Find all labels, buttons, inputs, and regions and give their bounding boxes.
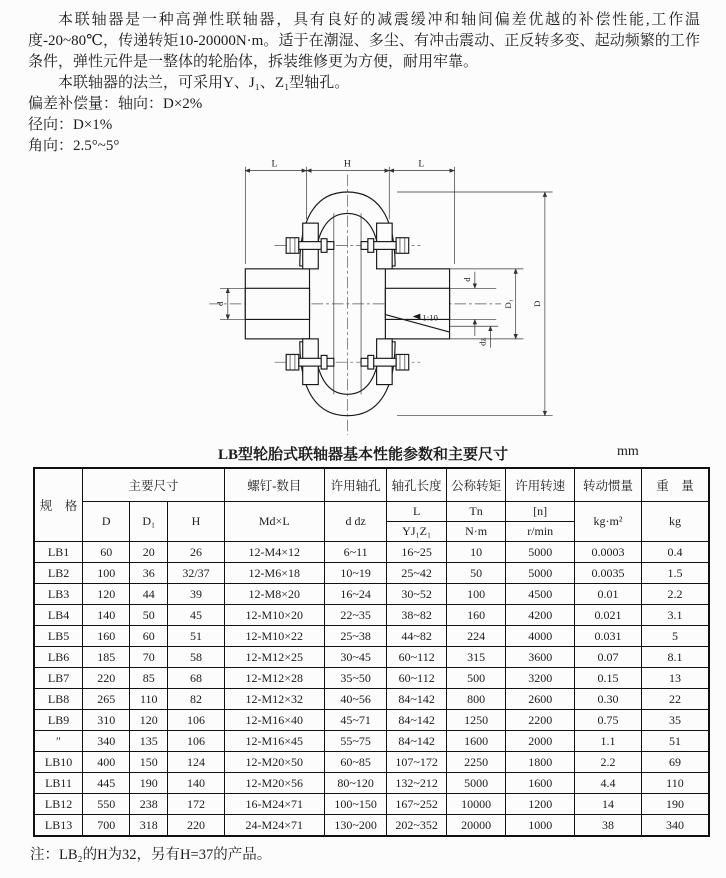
table-cell: 5000 (506, 563, 575, 584)
table-cell: 20 (130, 542, 168, 563)
table-cell: 51 (641, 731, 709, 752)
table-cell: 3600 (506, 647, 575, 668)
header-torque: 公称转矩 (446, 468, 505, 502)
table-cell: ″ (34, 731, 83, 752)
table-cell: LB7 (34, 668, 83, 689)
table-row (34, 710, 709, 731)
table-cell: LB11 (34, 773, 83, 794)
table-cell: 82 (168, 689, 225, 710)
table-cell: 124 (168, 752, 225, 773)
table-row (34, 542, 709, 563)
table-cell: 340 (83, 731, 130, 752)
header-H: H (168, 502, 225, 542)
header-torque-unit: N·m (446, 522, 505, 542)
table-cell: 130~200 (324, 815, 387, 837)
table-cell: 26 (168, 542, 225, 563)
header-speed-unit: r/min (506, 522, 575, 542)
table-cell: 10~19 (324, 563, 387, 584)
header-torque-symbol: Tn (446, 502, 505, 522)
table-cell: 238 (130, 794, 168, 815)
table-cell: 220 (83, 668, 130, 689)
header-D: D (83, 502, 130, 542)
table-cell: 69 (641, 752, 709, 773)
table-cell: 265 (83, 689, 130, 710)
spec-table-body (34, 542, 709, 837)
table-cell: LB9 (34, 710, 83, 731)
table-row (34, 752, 709, 773)
table-cell: 1.5 (641, 563, 709, 584)
table-cell: 140 (168, 773, 225, 794)
table-title-row (0, 443, 726, 463)
table-cell: 35 (641, 710, 709, 731)
table-cell: 0.15 (575, 668, 642, 689)
table-cell: 110 (641, 773, 709, 794)
table-row (34, 794, 709, 815)
table-cell: 12-M16×45 (224, 731, 324, 752)
compensation-radial: 径向：D×1% (28, 117, 113, 133)
table-cell: 318 (130, 815, 168, 837)
table-cell: LB12 (34, 794, 83, 815)
spec-table (33, 467, 710, 837)
table-cell: 190 (641, 794, 709, 815)
table-cell: 80~120 (324, 773, 387, 794)
table-cell: 12-M6×18 (224, 563, 324, 584)
table-cell: 85 (130, 668, 168, 689)
table-cell: 2250 (446, 752, 505, 773)
table-cell: 32/37 (168, 563, 225, 584)
table-cell: 224 (446, 626, 505, 647)
table-cell: 150 (130, 752, 168, 773)
table-cell: 4.4 (575, 773, 642, 794)
dim-label-dz: dz (477, 337, 488, 346)
table-row (34, 815, 709, 837)
header-inertia-unit: kg·m² (575, 502, 642, 542)
table-cell: 16~24 (324, 584, 387, 605)
table-cell: 160 (83, 626, 130, 647)
compensation-angular: 角向：2.5°~5° (28, 138, 120, 154)
compensation-axial: 轴向：D×2% (118, 96, 203, 112)
table-cell: 135 (130, 731, 168, 752)
table-cell: 5000 (446, 773, 505, 794)
table-cell: 84~142 (387, 731, 446, 752)
intro-paragraph-1: 本联轴器是一种高弹性联轴器，具有良好的减震缓冲和轴间偏差优越的补偿性能,工作温度-20~80℃，传递转矩10-20000N·m。适于在潮湿、多尘、有冲击震动、正反转多变、起动频繁的工作条件，弹性元件是一整体的轮胎体，拆装维修更为方便，耐用牢靠。 (28, 12, 700, 70)
table-cell: 12-M4×12 (224, 542, 324, 563)
table-cell: 12-M12×28 (224, 668, 324, 689)
table-cell: 1600 (446, 731, 505, 752)
table-cell: 16~25 (387, 542, 446, 563)
table-cell: 12-M20×50 (224, 752, 324, 773)
table-cell: 2000 (506, 731, 575, 752)
header-main-dims: 主要尺寸 (83, 468, 225, 502)
table-row (34, 668, 709, 689)
header-weight: 重 量 (641, 468, 709, 502)
dim-label-d-left: d (214, 301, 225, 307)
intro-text-block (28, 10, 700, 157)
table-cell: 12-M10×20 (224, 605, 324, 626)
right-hub (385, 269, 449, 339)
table-cell: 700 (83, 815, 130, 837)
table-cell: 132~212 (387, 773, 446, 794)
table-cell: 30~45 (324, 647, 387, 668)
table-cell: 100 (83, 563, 130, 584)
table-cell: 185 (83, 647, 130, 668)
table-cell: 38~82 (387, 605, 446, 626)
table-cell: 84~142 (387, 689, 446, 710)
table-title: LB型轮胎式联轴器基本性能参数和主要尺寸 (217, 447, 508, 463)
header-inertia: 转动惯量 (575, 468, 642, 502)
header-bore-spec: d dz (324, 502, 387, 542)
dim-label-D: D (532, 300, 543, 308)
table-cell: 25~42 (387, 563, 446, 584)
table-cell: 0.0003 (575, 542, 642, 563)
table-cell: 445 (83, 773, 130, 794)
table-cell: 400 (83, 752, 130, 773)
table-row (34, 773, 709, 794)
table-cell: 0.30 (575, 689, 642, 710)
left-hub (245, 269, 309, 339)
table-cell: 51 (168, 626, 225, 647)
table-row (34, 563, 709, 584)
header-bore: 许用轴孔 (324, 468, 387, 502)
table-cell: 1200 (506, 794, 575, 815)
table-cell: 120 (83, 584, 130, 605)
table-cell: 20000 (446, 815, 505, 837)
table-cell: 16-M24×71 (224, 794, 324, 815)
table-cell: 2600 (506, 689, 575, 710)
table-cell: 106 (168, 731, 225, 752)
table-cell: 6~11 (324, 542, 387, 563)
table-cell: 167~252 (387, 794, 446, 815)
table-cell: 45~71 (324, 710, 387, 731)
table-cell: 8.1 (641, 647, 709, 668)
table-cell: 50 (446, 563, 505, 584)
table-cell: LB5 (34, 626, 83, 647)
table-cell: 22~35 (324, 605, 387, 626)
table-cell: LB1 (34, 542, 83, 563)
table-cell: 4200 (506, 605, 575, 626)
dim-label-L-left: L (271, 158, 278, 170)
table-cell: 12-M8×20 (224, 584, 324, 605)
intro-paragraph-2: 本联轴器的法兰，可采用Y、J₁、Z₁型轴孔。 (58, 75, 350, 91)
table-cell: 0.031 (575, 626, 642, 647)
table-cell: 24-M24×71 (224, 815, 324, 837)
table-cell: 70 (130, 647, 168, 668)
table-cell: LB13 (34, 815, 83, 837)
table-cell: 2.2 (575, 752, 642, 773)
table-cell: 25~38 (324, 626, 387, 647)
table-cell: 4500 (506, 584, 575, 605)
table-cell: 1600 (506, 773, 575, 794)
taper-label: 1:10 (422, 312, 438, 323)
table-cell: LB10 (34, 752, 83, 773)
header-screws: 螺钉-数目 (224, 468, 324, 502)
table-cell: 45 (168, 605, 225, 626)
compensation-label: 偏差补偿量： (28, 96, 119, 112)
table-cell: 550 (83, 794, 130, 815)
table-cell: 40~56 (324, 689, 387, 710)
coupling-cross-section-drawing (0, 157, 726, 441)
dim-label-D1: D₁ (502, 299, 513, 309)
table-cell: 60 (83, 542, 130, 563)
table-cell: 0.0035 (575, 563, 642, 584)
header-D1: D₁ (130, 502, 168, 542)
table-cell: 1000 (506, 815, 575, 837)
table-cell: 202~352 (387, 815, 446, 837)
table-cell: LB2 (34, 563, 83, 584)
table-cell: 1800 (506, 752, 575, 773)
header-bore-length-types: YJ₁Z₁ (387, 522, 446, 542)
table-cell: 110 (130, 689, 168, 710)
table-cell: 106 (168, 710, 225, 731)
coupling-diagram (0, 157, 726, 441)
dim-label-d-right: d (461, 277, 472, 282)
table-cell: 190 (130, 773, 168, 794)
table-cell: 12-M16×40 (224, 710, 324, 731)
table-cell: 1250 (446, 710, 505, 731)
table-cell: 0.4 (641, 542, 709, 563)
table-row (34, 584, 709, 605)
table-cell: 2.2 (641, 584, 709, 605)
table-row (34, 647, 709, 668)
table-cell: 84~142 (387, 710, 446, 731)
dim-label-H: H (343, 158, 351, 170)
table-cell: 22 (641, 689, 709, 710)
table-cell: 120 (130, 710, 168, 731)
table-cell: 10000 (446, 794, 505, 815)
header-spec: 规 格 (34, 468, 83, 542)
table-cell: 100 (446, 584, 505, 605)
table-cell: 2200 (506, 710, 575, 731)
table-cell: 107~172 (387, 752, 446, 773)
compensation-axial-line (28, 94, 700, 115)
table-cell: 5000 (506, 542, 575, 563)
table-cell: 12-M12×32 (224, 689, 324, 710)
table-cell: LB6 (34, 647, 83, 668)
table-cell: 39 (168, 584, 225, 605)
table-cell: 14 (575, 794, 642, 815)
table-cell: 35~50 (324, 668, 387, 689)
table-cell: 4000 (506, 626, 575, 647)
footnote: 注：LB₂的H为32，另有H=37的产品。 (30, 847, 272, 863)
header-weight-unit: kg (641, 502, 709, 542)
table-cell: 30~52 (387, 584, 446, 605)
table-row (34, 605, 709, 626)
table-cell: 172 (168, 794, 225, 815)
table-cell: 60~112 (387, 668, 446, 689)
table-cell: 500 (446, 668, 505, 689)
table-row (34, 689, 709, 710)
table-cell: 160 (446, 605, 505, 626)
table-cell: 55~75 (324, 731, 387, 752)
table-cell: 44~82 (387, 626, 446, 647)
table-cell: 36 (130, 563, 168, 584)
table-cell: 38 (575, 815, 642, 837)
table-cell: LB8 (34, 689, 83, 710)
table-cell: 60~85 (324, 752, 387, 773)
table-cell: 0.021 (575, 605, 642, 626)
table-cell: 220 (168, 815, 225, 837)
table-unit-label: mm (617, 444, 639, 459)
table-row (34, 731, 709, 752)
table-cell: 3200 (506, 668, 575, 689)
table-cell: 68 (168, 668, 225, 689)
table-cell: LB4 (34, 605, 83, 626)
table-cell: 60 (130, 626, 168, 647)
table-cell: 58 (168, 647, 225, 668)
table-row (34, 626, 709, 647)
table-cell: 0.01 (575, 584, 642, 605)
table-cell: 44 (130, 584, 168, 605)
table-cell: 0.75 (575, 710, 642, 731)
dim-label-L-right: L (418, 158, 425, 170)
table-cell: 12-M20×56 (224, 773, 324, 794)
header-bore-length: 轴孔长度 (387, 468, 446, 502)
table-cell: 340 (641, 815, 709, 837)
header-screw-spec: Md×L (224, 502, 324, 542)
header-speed: 许用转速 (506, 468, 575, 502)
header-speed-symbol: [n] (506, 502, 575, 522)
table-cell: 5 (641, 626, 709, 647)
table-cell: 60~112 (387, 647, 446, 668)
table-cell: 12-M12×25 (224, 647, 324, 668)
table-cell: 12-M10×22 (224, 626, 324, 647)
table-cell: LB3 (34, 584, 83, 605)
table-cell: 0.07 (575, 647, 642, 668)
table-cell: 1.1 (575, 731, 642, 752)
table-cell: 3.1 (641, 605, 709, 626)
table-cell: 13 (641, 668, 709, 689)
table-cell: 50 (130, 605, 168, 626)
table-cell: 100~150 (324, 794, 387, 815)
table-cell: 310 (83, 710, 130, 731)
table-cell: 800 (446, 689, 505, 710)
table-cell: 315 (446, 647, 505, 668)
table-cell: 140 (83, 605, 130, 626)
table-cell: 10 (446, 542, 505, 563)
header-bore-length-L: L (387, 502, 446, 522)
